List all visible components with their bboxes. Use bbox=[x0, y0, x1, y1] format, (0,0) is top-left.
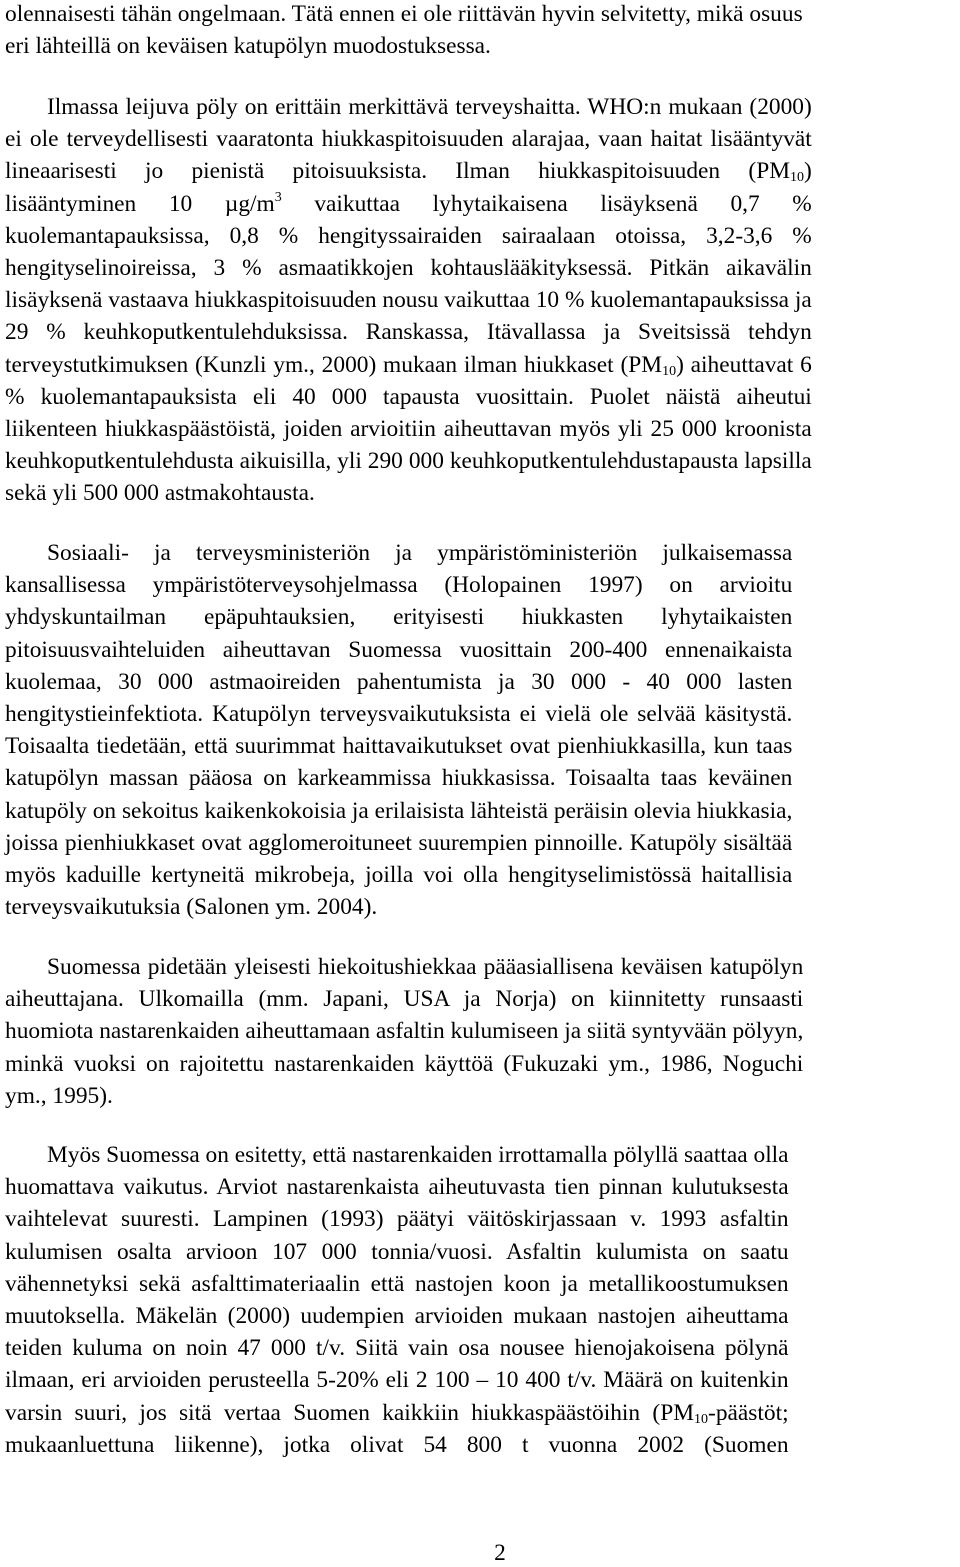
page-number: 2 bbox=[494, 1540, 506, 1566]
subscript: 10 bbox=[662, 363, 677, 379]
text-line: myös kaduille kertyneitä mikrobeja, joilla voi olla hengityselimistössä haitallisia bbox=[5, 862, 793, 889]
text-line: 29 % keuhkoputkentulehduksissa. Ranskassa, Itävallassa ja Sveitsissä tehdyn bbox=[5, 319, 812, 346]
text-line: mukaanluettuna liikenne), jotka olivat 54 800 t vuonna 2002 (Suomen bbox=[5, 1431, 789, 1458]
text-line: keuhkoputkentulehdusta aikuisilla, yli 290 000 keuhkoputkentulehdustapausta lapsilla bbox=[5, 448, 812, 475]
text-fragment: varsin suuri, jos sitä vertaa Suomen kaikkiin hiukkaspäästöihin (PM bbox=[5, 1399, 695, 1426]
text-line bbox=[5, 188, 812, 220]
text-line: hengitystieinfektiota. Katupölyn terveysvaikutuksista ei vielä ole selvää käsitystä. bbox=[5, 701, 793, 728]
text-line: muutoksella. Mäkelän (2000) uudempien arvioiden mukaan nastojen aiheuttama bbox=[5, 1303, 789, 1330]
text-line: vaihtelevat suuresti. Lampinen (1993) päätyi väitöskirjassaan v. 1993 asfaltin bbox=[5, 1206, 789, 1233]
text-line: Ilmassa leijuva pöly on erittäin merkittävä terveyshaitta. WHO:n mukaan (2000) bbox=[47, 94, 812, 120]
text-line: pitoisuusvaihteluiden aiheuttavan Suomessa vuosittain 200-400 ennenaikaista bbox=[5, 636, 793, 663]
text-fragment: terveystutkimuksen (Kunzli ym., 2000) mukaan ilman hiukkaset (PM bbox=[5, 351, 663, 378]
text-line: kuolemaa, 30 000 astmaoireiden pahentumista ja 30 000 - 40 000 lasten bbox=[5, 668, 793, 695]
text-line: olennaisesti tähän ongelmaan. Tätä ennen ei ole riittävän hyvin selvitetty, mikä osuus bbox=[5, 1, 803, 27]
text-line: ilmaan, eri arvioiden perusteella 5-20% eli 2 100 – 10 400 t/v. Määrä on kuitenkin bbox=[5, 1367, 789, 1394]
paragraph-2 bbox=[5, 91, 812, 510]
text-line: huomiota nastarenkaiden aiheuttamaan asfaltin kulumiseen ja siitä syntyvään pölyyn, bbox=[5, 1018, 804, 1045]
text-fragment: lineaarisesti jo pienistä pitoisuuksista. Ilman hiukkaspitoisuuden (PM bbox=[5, 158, 790, 185]
text-line bbox=[5, 155, 812, 187]
superscript: 3 bbox=[274, 189, 282, 205]
text-line: vähennetyksi sekä asfalttimateriaalin että nastojen koon ja metallikoostumuksen bbox=[5, 1270, 789, 1297]
text-line bbox=[5, 349, 812, 381]
text-line: lisäyksenä vastaava hiukkaspitoisuuden nousu vaikuttaa 10 % kuolemantapauksissa ja bbox=[5, 287, 812, 314]
text-line: ym., 1995). bbox=[5, 1082, 113, 1109]
text-line: teiden kuluma on noin 47 000 t/v. Siitä vain osa nousee hienojakoisena pölynä bbox=[5, 1335, 789, 1362]
text-line: ei ole terveydellisesti vaaratonta hiukkaspitoisuuden alarajaa, vaan haitat lisääntyvät bbox=[5, 126, 812, 153]
text-fragment: vaikuttaa lyhytaikaisena lisäyksenä 0,7 % bbox=[281, 190, 812, 217]
subscript: 10 bbox=[694, 1411, 709, 1427]
text-line: huomattava vaikutus. Arviot nastarenkaista aiheutuvasta tien pinnan kulutuksesta bbox=[5, 1174, 789, 1201]
text-line: Sosiaali- ja terveysministeriön ja ympäristöministeriön julkaisemassa bbox=[47, 540, 793, 566]
text-line: Toisaalta tiedetään, että suurimmat haittavaikutukset ovat pienhiukkasilla, kun taas bbox=[5, 733, 793, 760]
text-line: sekä yli 500 000 astmakohtausta. bbox=[5, 480, 315, 507]
text-line: minkä vuoksi on rajoitettu nastarenkaiden käyttöä (Fukuzaki ym., 1986, Noguchi bbox=[5, 1050, 804, 1077]
text-line: % kuolemantapauksista eli 40 000 tapausta vuosittain. Puolet näistä aiheutui bbox=[5, 383, 812, 410]
text-line: eri lähteillä on keväisen katupölyn muodostuksessa. bbox=[5, 33, 491, 60]
text-line: terveysvaikutuksia (Salonen ym. 2004). bbox=[5, 894, 378, 921]
text-line: kuolemantapauksissa, 0,8 % hengityssairaiden sairaalaan otoissa, 3,2-3,6 % bbox=[5, 222, 812, 249]
text-line: Suomessa pidetään yleisesti hiekoitushiekkaa pääasiallisena keväisen katupölyn bbox=[47, 954, 804, 980]
text-line: liikenteen hiukkaspäästöistä, joiden arvioitiin aiheuttavan myös yli 25 000 kroonista bbox=[5, 416, 812, 443]
text-line bbox=[5, 1397, 789, 1429]
text-line: hengityselinoireissa, 3 % asmaatikkojen kohtauslääkityksessä. Pitkän aikavälin bbox=[5, 255, 812, 282]
text-line: kansallisessa ympäristöterveysohjelmassa (Holopainen 1997) on arvioitu bbox=[5, 572, 793, 599]
text-line: Myös Suomessa on esitetty, että nastarenkaiden irrottamalla pölyllä saattaa olla bbox=[47, 1142, 789, 1168]
paragraph-4 bbox=[5, 951, 803, 1112]
text-line: aiheuttajana. Ulkomailla (mm. Japani, USA ja Norja) on kiinnitetty runsaasti bbox=[5, 986, 804, 1013]
text-fragment: -päästöt; bbox=[708, 1399, 789, 1426]
subscript: 10 bbox=[790, 170, 804, 186]
text-fragment: lisääntyminen 10 µg/m bbox=[5, 190, 275, 217]
text-line: yhdyskuntailman epäpuhtauksien, erityisesti hiukkasten lyhytaikaisten bbox=[5, 604, 793, 631]
text-fragment: ) aiheuttavat 6 bbox=[676, 351, 812, 378]
text-line: katupöly on sekoitus kaikenkokoisia ja erilaisista lähteistä peräisin olevia hiukkasia, bbox=[5, 797, 793, 824]
text-line: kulumisen osalta arvioon 107 000 tonnia/vuosi. Asfaltin kulumista on saatu bbox=[5, 1238, 789, 1265]
paragraph-1 bbox=[5, 0, 803, 62]
paragraph-5 bbox=[5, 1139, 789, 1461]
text-line: katupölyn massan pääosa on karkeammissa hiukkasissa. Toisaalta taas keväinen bbox=[5, 765, 793, 792]
text-fragment: ) bbox=[804, 158, 812, 185]
paragraph-3 bbox=[5, 537, 792, 923]
text-line: joissa pienhiukkaset ovat agglomeroituneet suurempien pinnoille. Katupöly sisältää bbox=[5, 829, 793, 856]
